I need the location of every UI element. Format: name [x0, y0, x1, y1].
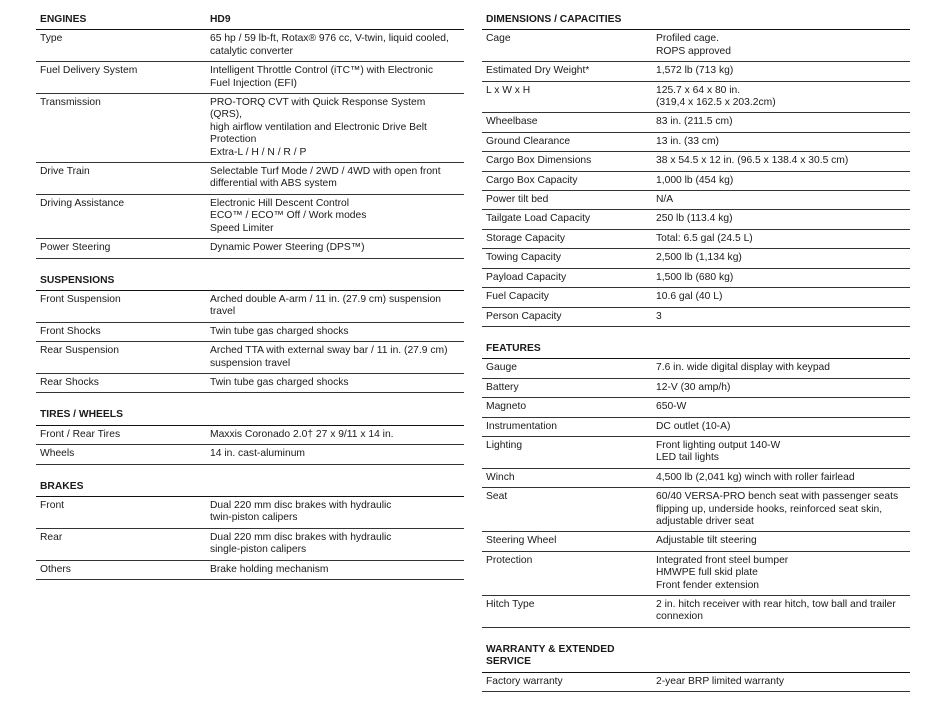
spec-label: Wheelbase [486, 116, 538, 128]
spec-row [36, 30, 464, 62]
spec-value: 250 lb (113.4 kg) [656, 213, 733, 225]
spec-row [482, 532, 910, 551]
spec-label: Payload Capacity [486, 271, 567, 283]
spec-row [482, 379, 910, 398]
spec-label: Transmission [40, 97, 101, 109]
spec-value: 2,500 lb (1,134 kg) [656, 252, 742, 264]
section-title: ENGINES [40, 14, 87, 25]
spec-row [36, 497, 464, 529]
spec-row [482, 230, 910, 249]
spec-label: Person Capacity [486, 310, 562, 322]
section-title: TIRES / WHEELS [40, 409, 123, 421]
section-header [482, 10, 910, 30]
spec-row [482, 418, 910, 437]
spec-row [482, 308, 910, 327]
spec-value: Electronic Hill Descent Control ECO™ / ECO™ Off / Work modes Speed Limiter [210, 197, 367, 234]
spec-row [482, 398, 910, 417]
spec-label: Storage Capacity [486, 232, 565, 244]
spec-label: Gauge [486, 362, 517, 374]
left-column [36, 10, 464, 592]
spec-label: L x W x H [486, 84, 531, 96]
spec-label: Front / Rear Tires [40, 428, 121, 440]
spec-value: Adjustable tilt steering [656, 535, 757, 547]
spec-label: Winch [486, 471, 515, 483]
spec-row [36, 323, 464, 342]
spec-value: Total: 6.5 gal (24.5 L) [656, 232, 753, 244]
spec-label: Rear Suspension [40, 345, 119, 357]
spec-row [482, 82, 910, 114]
spec-label: Power Steering [40, 242, 111, 254]
section-header [36, 477, 464, 497]
spec-row [482, 488, 910, 532]
spec-row [482, 552, 910, 596]
spec-row [36, 94, 464, 163]
section-header [482, 640, 910, 673]
spec-row [482, 288, 910, 307]
spec-label: Tailgate Load Capacity [486, 213, 591, 225]
spec-row [36, 342, 464, 374]
spec-label: Others [40, 563, 71, 575]
spec-label: Battery [486, 381, 519, 393]
spec-value: 7.6 in. wide digital display with keypad [656, 362, 831, 374]
spec-value: Arched TTA with external sway bar / 11 in. (27.9 cm) suspension travel [210, 345, 448, 369]
spec-row [482, 152, 910, 171]
spec-label: Driving Assistance [40, 197, 125, 209]
section-brakes [36, 477, 464, 580]
spec-label: Drive Train [40, 166, 90, 178]
spec-row [482, 437, 910, 469]
section-title: FEATURES [486, 342, 541, 354]
spec-label: Power tilt bed [486, 194, 549, 206]
spec-row [36, 195, 464, 239]
spec-value: 2 in. hitch receiver with rear hitch, tow ball and trailer connexion [656, 599, 896, 623]
spec-value: 14 in. cast-aluminum [210, 448, 305, 460]
spec-row [482, 269, 910, 288]
spec-label: Seat [486, 491, 508, 503]
spec-row [482, 62, 910, 81]
section-title: SUSPENSIONS [40, 274, 115, 286]
section-engines [36, 10, 464, 259]
spec-label: Magneto [486, 401, 527, 413]
spec-value: 12-V (30 amp/h) [656, 381, 731, 393]
spec-row [36, 445, 464, 464]
spec-label: Hitch Type [486, 599, 535, 610]
spec-row [482, 172, 910, 191]
spec-value: 4,500 lb (2,041 kg) winch with roller fairlead [656, 471, 855, 483]
section-title: BRAKES [40, 480, 84, 492]
spec-value: 650-W [656, 401, 687, 413]
spec-value: Twin tube gas charged shocks [210, 376, 349, 388]
spec-value: Twin tube gas charged shocks [210, 325, 349, 337]
spec-label: Fuel Delivery System [40, 65, 138, 77]
spec-value: 65 hp / 59 lb-ft, Rotax® 976 cc, V-twin, liquid cooled, catalytic converter [210, 33, 449, 57]
spec-row [36, 163, 464, 195]
spec-label: Towing Capacity [486, 252, 561, 264]
spec-value: Dynamic Power Steering (DPS™) [210, 242, 365, 254]
spec-label: Rear Shocks [40, 376, 99, 388]
spec-value: Selectable Turf Mode / 2WD / 4WD with open front differential with ABS system [210, 166, 441, 190]
section-title: WARRANTY & EXTENDED SERVICE [486, 643, 615, 668]
spec-value: Brake holding mechanism [210, 563, 329, 575]
spec-row [36, 529, 464, 561]
spec-label: Type [40, 33, 63, 45]
spec-row [36, 426, 464, 445]
spec-value: 2-year BRP limited warranty [656, 675, 784, 687]
spec-row [482, 113, 910, 132]
section-title: DIMENSIONS / CAPACITIES [486, 14, 622, 25]
spec-value: DC outlet (10-A) [656, 420, 731, 432]
spec-row [482, 210, 910, 229]
section-dimensions-capacities [482, 10, 910, 327]
spec-label: Rear [40, 531, 63, 543]
spec-value: 13 in. (33 cm) [656, 135, 719, 147]
section-header [482, 339, 910, 359]
spec-value: Maxxis Coronado 2.0† 27 x 9/11 x 14 in. [210, 428, 394, 440]
spec-value: Arched double A-arm / 11 in. (27.9 cm) suspension travel [210, 293, 442, 318]
spec-label: Front [40, 499, 65, 511]
spec-label: Steering Wheel [486, 535, 557, 547]
spec-value: 10.6 gal (40 L) [656, 291, 723, 303]
spec-label: Estimated Dry Weight* [486, 65, 590, 77]
spec-label: Cargo Box Dimensions [486, 155, 592, 167]
spec-value: Front lighting output 140-W LED tail lights [656, 439, 781, 464]
spec-label: Factory warranty [486, 675, 563, 687]
spec-label: Cage [486, 33, 511, 45]
right-column [482, 10, 910, 704]
spec-label: Lighting [486, 439, 523, 451]
spec-value: Profiled cage. ROPS approved [656, 33, 731, 57]
spec-value: Integrated front steel bumper HMWPE full skid plate Front fender extension [656, 554, 789, 591]
spec-value: 1,500 lb (680 kg) [656, 271, 734, 283]
spec-row [482, 30, 910, 62]
spec-value: 3 [656, 310, 662, 322]
spec-value: Dual 220 mm disc brakes with hydraulic twin-piston calipers [210, 499, 392, 524]
spec-label: Instrumentation [486, 420, 557, 432]
section-warranty-extended-service [482, 640, 910, 692]
spec-value: Intelligent Throttle Control (iTC™) with Electronic Fuel Injection (EFI) [210, 65, 433, 89]
spec-label: Front Suspension [40, 293, 121, 305]
spec-label: Fuel Capacity [486, 291, 549, 303]
spec-value: 60/40 VERSA-PRO bench seat with passenger seats flipping up, underside hooks, reinforced seat skin, adjustable driver seat [656, 491, 899, 527]
spec-value: 125.7 x 64 x 80 in. (319,4 x 162.5 x 203.2cm) [656, 84, 776, 109]
spec-value: 38 x 54.5 x 12 in. (96.5 x 138.4 x 30.5 cm) [656, 155, 849, 167]
spec-label: Front Shocks [40, 325, 101, 337]
spec-row [482, 249, 910, 268]
spec-row [482, 596, 910, 628]
spec-row [36, 374, 464, 393]
spec-row [36, 62, 464, 94]
spec-row [36, 239, 464, 258]
spec-label: Protection [486, 554, 533, 566]
spec-value: Dual 220 mm disc brakes with hydraulic single-piston calipers [210, 531, 392, 556]
spec-value: 1,000 lb (454 kg) [656, 174, 734, 186]
spec-value: 1,572 lb (713 kg) [656, 65, 734, 77]
section-header [36, 10, 464, 30]
section-subtitle: HD9 [210, 14, 231, 25]
spec-row [482, 191, 910, 210]
spec-row [482, 133, 910, 152]
spec-label: Ground Clearance [486, 135, 571, 147]
spec-row [36, 561, 464, 580]
spec-row [482, 359, 910, 378]
spec-value: 83 in. (211.5 cm) [656, 116, 733, 128]
section-header [36, 271, 464, 291]
section-header [36, 405, 464, 425]
section-suspensions [36, 271, 464, 394]
spec-row [36, 291, 464, 323]
spec-value: PRO-TORQ CVT with Quick Response System (QRS), high airflow ventilation and Electronic Drive Belt Protection Extra-L / H / N / R / P [210, 97, 427, 158]
spec-value: N/A [656, 194, 674, 206]
spec-label: Cargo Box Capacity [486, 174, 578, 186]
section-tires-wheels [36, 405, 464, 464]
spec-row [482, 673, 910, 692]
spec-label: Wheels [40, 448, 75, 460]
spec-row [482, 469, 910, 488]
section-features [482, 339, 910, 628]
